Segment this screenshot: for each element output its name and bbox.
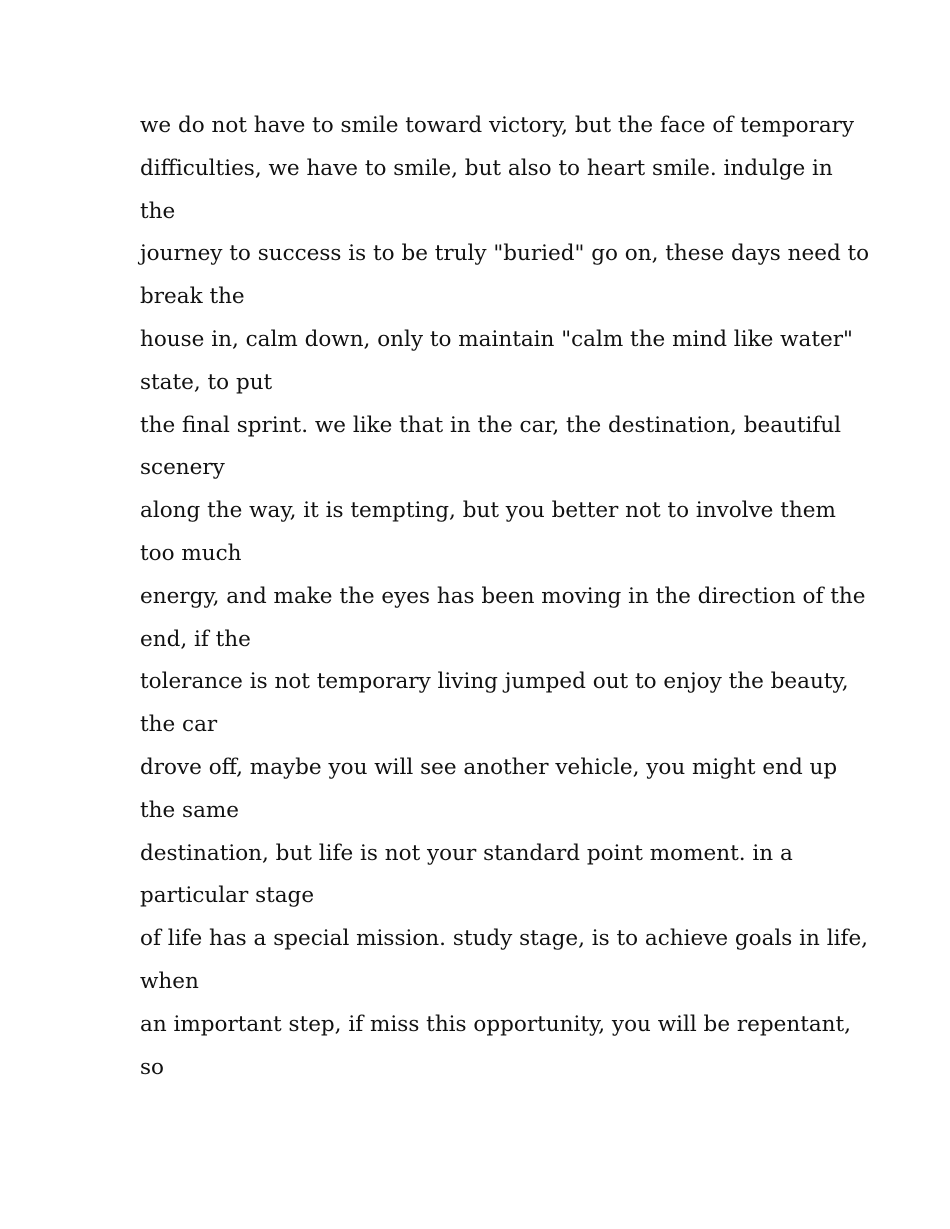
- text-line: break the: [140, 284, 245, 310]
- text-line: so: [140, 1054, 164, 1080]
- text-line: the final sprint. we like that in the car, the destination, beautiful: [140, 412, 842, 438]
- text-line: the: [140, 198, 176, 224]
- text-line: we do not have to smile toward victory, but the face of temporary: [140, 113, 855, 138]
- text-line: energy, and make the eyes has been moving in the direction of the: [140, 583, 866, 609]
- text-line: of life has a special mission. study stage, is to achieve goals in life,: [140, 926, 868, 952]
- text-line: an important step, if miss this opportunity, you will be repentant,: [140, 1011, 851, 1037]
- text-line: house in, calm down, only to maintain "calm the mind like water": [140, 326, 853, 352]
- text-line: destination, but life is not your standard point moment. in a: [140, 840, 793, 866]
- text-line: scenery: [140, 455, 225, 481]
- text-line: end, if the: [140, 626, 251, 652]
- text-line: when: [140, 968, 199, 994]
- body-text: [140, 105, 870, 1089]
- text-line: difficulties, we have to smile, but also to heart smile. indulge in: [140, 155, 833, 181]
- text-line: particular stage: [140, 883, 315, 909]
- text-line: too much: [140, 540, 242, 566]
- text-line: drove off, maybe you will see another vehicle, you might end up: [140, 754, 838, 780]
- text-line: the car: [140, 712, 218, 738]
- text-line: tolerance is not temporary living jumped out to enjoy the beauty,: [140, 669, 849, 695]
- text-line: along the way, it is tempting, but you better not to involve them: [140, 498, 836, 524]
- text-line: the same: [140, 797, 240, 823]
- text-line: journey to success is to be truly "buried" go on, these days need to: [140, 241, 870, 267]
- text-line: state, to put: [140, 369, 273, 395]
